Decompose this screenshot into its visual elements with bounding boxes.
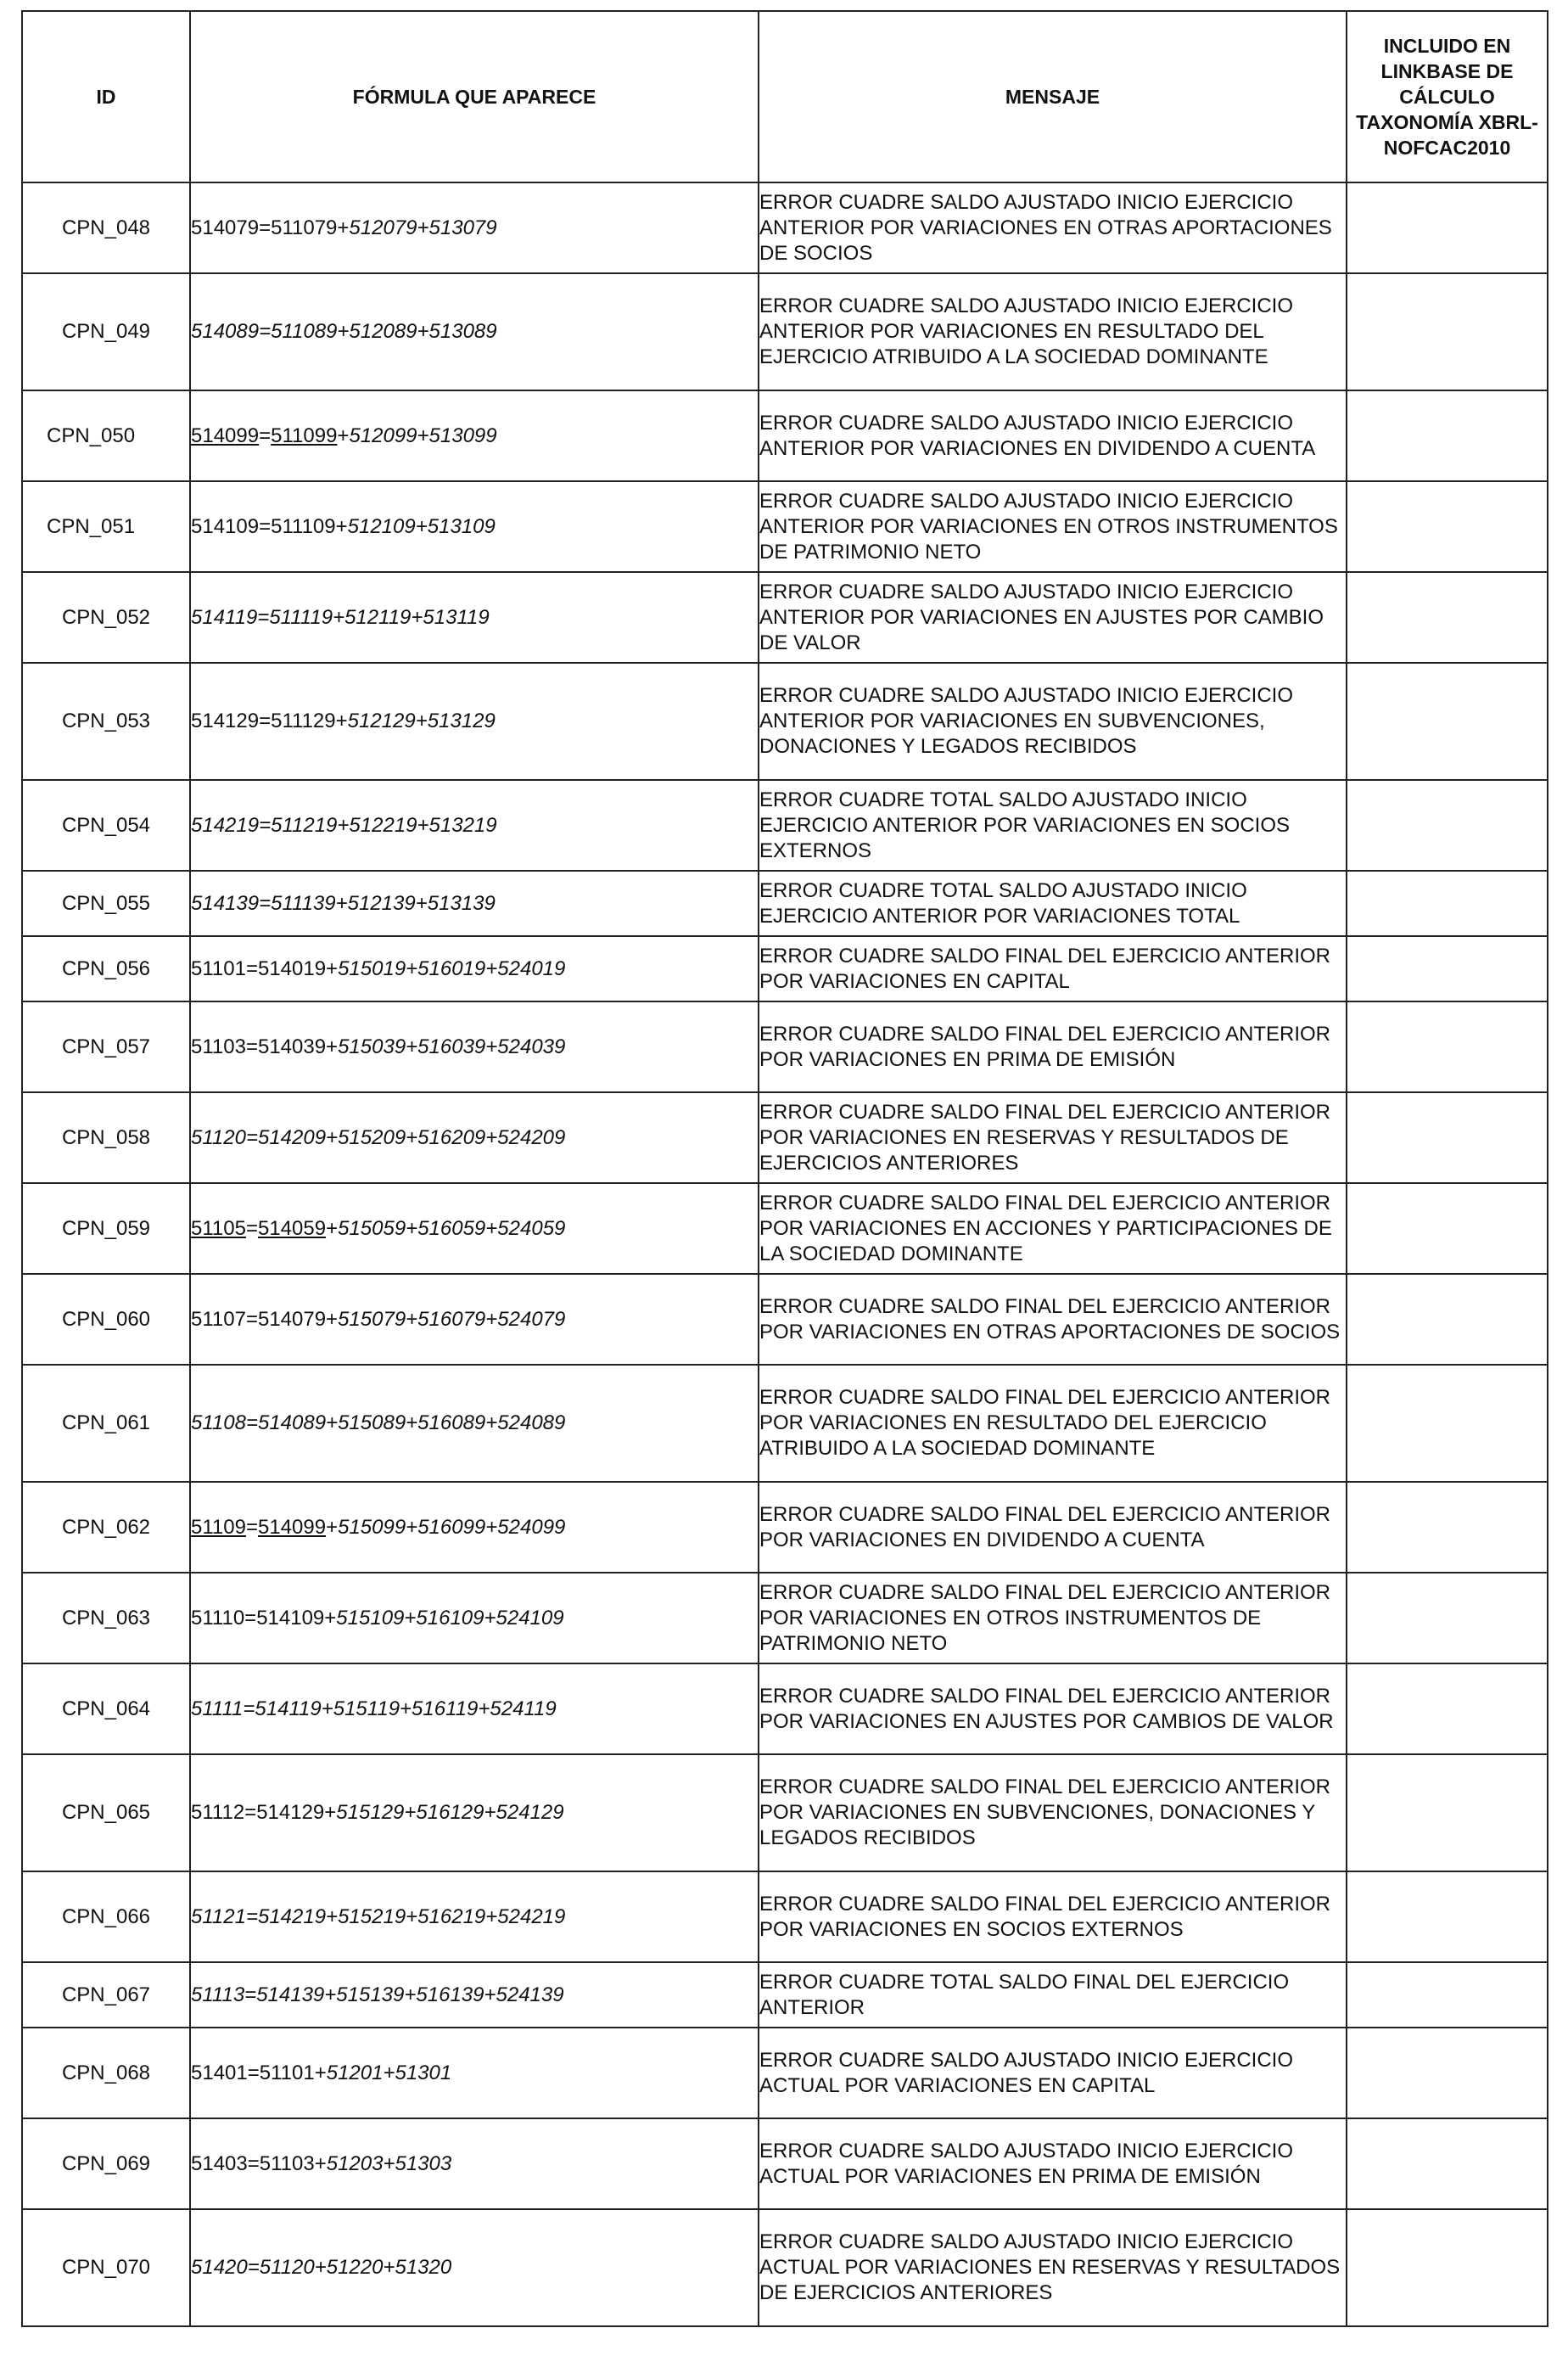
rule-message: ERROR CUADRE TOTAL SALDO AJUSTADO INICIO EJERCICIO ANTERIOR POR VARIACIONES TOTAL <box>759 871 1347 936</box>
rule-message: ERROR CUADRE SALDO FINAL DEL EJERCICIO ANTERIOR POR VARIACIONES EN SUBVENCIONES, DONACIONES Y LEGADOS RECIBIDOS <box>759 1754 1347 1871</box>
formula-segment: 512099+513099 <box>349 424 497 447</box>
rule-formula <box>190 663 759 780</box>
rule-id: CPN_050 <box>22 390 190 481</box>
formula-segment: 514089=511089+512089+513089 <box>191 320 497 343</box>
rule-id: CPN_062 <box>22 1482 190 1573</box>
table-row <box>22 1183 1548 1274</box>
formula-segment: 515099+516099+524099 <box>338 1515 566 1539</box>
table-row <box>22 273 1548 390</box>
header-id: ID <box>22 11 190 182</box>
validation-rules-table <box>21 10 1548 2327</box>
rule-included <box>1347 1274 1548 1365</box>
formula-segment: 51105 <box>191 1216 246 1240</box>
rule-message: ERROR CUADRE SALDO FINAL DEL EJERCICIO ANTERIOR POR VARIACIONES EN AJUSTES POR CAMBIOS DE VALOR <box>759 1663 1347 1754</box>
rule-id: CPN_057 <box>22 1001 190 1092</box>
rule-id: CPN_048 <box>22 182 190 273</box>
rule-message: ERROR CUADRE SALDO AJUSTADO INICIO EJERCICIO ANTERIOR POR VARIACIONES EN RESULTADO DEL EJERCICIO ATRIBUIDO A LA SOCIEDAD DOMINANTE <box>759 273 1347 390</box>
formula-segment: 514139=511139+512139+513139 <box>191 891 496 915</box>
table-row <box>22 1001 1548 1092</box>
formula-segment: 51112=514129+ <box>191 1801 337 1824</box>
rule-included <box>1347 936 1548 1001</box>
rule-formula <box>190 871 759 936</box>
header-row <box>22 11 1548 182</box>
formula-segment: 514109=511109+ <box>191 514 348 538</box>
rule-formula <box>190 2028 759 2118</box>
rule-message: ERROR CUADRE SALDO AJUSTADO INICIO EJERCICIO ANTERIOR POR VARIACIONES EN DIVIDENDO A CUENTA <box>759 390 1347 481</box>
formula-segment: 514059 <box>257 1216 327 1240</box>
rule-formula <box>190 780 759 871</box>
rule-message: ERROR CUADRE SALDO FINAL DEL EJERCICIO ANTERIOR POR VARIACIONES EN CAPITAL <box>759 936 1347 1001</box>
table-row <box>22 663 1548 780</box>
rule-included <box>1347 780 1548 871</box>
header-included: INCLUIDO EN LINKBASE DE CÁLCULO TAXONOMÍA XBRL-NOFCAC2010 <box>1347 11 1548 182</box>
table-row <box>22 1092 1548 1183</box>
header-formula: FÓRMULA QUE APARECE <box>190 11 759 182</box>
formula-segment: 51401=51101+ <box>191 2061 327 2084</box>
table-row <box>22 572 1548 663</box>
rule-message: ERROR CUADRE TOTAL SALDO FINAL DEL EJERCICIO ANTERIOR <box>759 1962 1347 2028</box>
rule-message: ERROR CUADRE SALDO AJUSTADO INICIO EJERCICIO ANTERIOR POR VARIACIONES EN OTRAS APORTACIONES DE SOCIOS <box>759 182 1347 273</box>
rule-id: CPN_067 <box>22 1962 190 2028</box>
formula-segment: 515039+516039+524039 <box>338 1035 566 1058</box>
rule-included <box>1347 481 1548 572</box>
rule-formula <box>190 572 759 663</box>
rule-formula <box>190 1663 759 1754</box>
table-row <box>22 182 1548 273</box>
rule-id: CPN_065 <box>22 1754 190 1871</box>
formula-segment: 51113=514139+515139+516139+524139 <box>191 1983 564 2006</box>
table-row <box>22 1365 1548 1482</box>
formula-segment: 512109+513109 <box>347 514 496 538</box>
formula-segment: 515019+516019+524019 <box>338 956 566 980</box>
formula-segment: 51420=51120+51220+51320 <box>191 2256 452 2279</box>
formula-segment: 51107=514079+ <box>191 1307 339 1331</box>
table-row <box>22 390 1548 481</box>
table-row <box>22 1754 1548 1871</box>
formula-segment: 51108=514089+515089+516089+524089 <box>191 1411 566 1434</box>
formula-segment: 512079+513079 <box>349 216 497 239</box>
rule-message: ERROR CUADRE TOTAL SALDO AJUSTADO INICIO EJERCICIO ANTERIOR POR VARIACIONES EN SOCIOS EXTERNOS <box>759 780 1347 871</box>
formula-segment: 51403=51103+ <box>191 2151 327 2175</box>
rule-formula <box>190 273 759 390</box>
formula-segment: + <box>326 1216 339 1240</box>
rule-message: ERROR CUADRE SALDO FINAL DEL EJERCICIO ANTERIOR POR VARIACIONES EN RESERVAS Y RESULTADOS DE EJERCICIOS ANTERIORES <box>759 1092 1347 1183</box>
formula-segment: 514079=511079+ <box>191 216 350 239</box>
rule-included <box>1347 182 1548 273</box>
formula-segment: 51109 <box>191 1515 246 1539</box>
rule-message: ERROR CUADRE SALDO FINAL DEL EJERCICIO ANTERIOR POR VARIACIONES EN RESULTADO DEL EJERCICIO ATRIBUIDO A LA SOCIEDAD DOMINANTE <box>759 1365 1347 1482</box>
formula-segment: 515129+516129+524129 <box>336 1801 564 1824</box>
formula-segment: 51110=514109+ <box>191 1606 337 1630</box>
rule-included <box>1347 2118 1548 2209</box>
rule-message: ERROR CUADRE SALDO FINAL DEL EJERCICIO ANTERIOR POR VARIACIONES EN OTRAS APORTACIONES DE SOCIOS <box>759 1274 1347 1365</box>
rule-id: CPN_055 <box>22 871 190 936</box>
formula-segment: = <box>245 1216 258 1240</box>
table-row <box>22 1482 1548 1573</box>
rule-included <box>1347 572 1548 663</box>
formula-segment: 51201+51301 <box>326 2061 452 2084</box>
rule-included <box>1347 1663 1548 1754</box>
table-row <box>22 871 1548 936</box>
rule-id: CPN_052 <box>22 572 190 663</box>
formula-segment: 51121=514219+515219+516219+524219 <box>191 1904 566 1928</box>
rule-included <box>1347 2028 1548 2118</box>
header-message: MENSAJE <box>759 11 1347 182</box>
rule-message: ERROR CUADRE SALDO FINAL DEL EJERCICIO ANTERIOR POR VARIACIONES EN OTROS INSTRUMENTOS DE PATRIMONIO NETO <box>759 1573 1347 1663</box>
rule-message: ERROR CUADRE SALDO AJUSTADO INICIO EJERCICIO ANTERIOR POR VARIACIONES EN AJUSTES POR CAMBIO DE VALOR <box>759 572 1347 663</box>
formula-segment: + <box>326 1515 339 1539</box>
rule-formula <box>190 1365 759 1482</box>
rule-included <box>1347 1001 1548 1092</box>
rule-id: CPN_053 <box>22 663 190 780</box>
table-row <box>22 2118 1548 2209</box>
formula-segment: 51203+51303 <box>326 2151 452 2175</box>
rule-id: CPN_049 <box>22 273 190 390</box>
rule-formula <box>190 1573 759 1663</box>
rule-included <box>1347 663 1548 780</box>
rule-included <box>1347 1871 1548 1962</box>
formula-segment: 514219=511219+512219+513219 <box>191 813 497 837</box>
rule-id: CPN_054 <box>22 780 190 871</box>
table-row <box>22 2028 1548 2118</box>
table-row <box>22 1573 1548 1663</box>
rule-id: CPN_056 <box>22 936 190 1001</box>
rule-id: CPN_063 <box>22 1573 190 1663</box>
rule-formula <box>190 1871 759 1962</box>
rule-id: CPN_058 <box>22 1092 190 1183</box>
rule-included <box>1347 1365 1548 1482</box>
rule-message: ERROR CUADRE SALDO AJUSTADO INICIO EJERCICIO ACTUAL POR VARIACIONES EN RESERVAS Y RESULTADOS DE EJERCICIOS ANTERIORES <box>759 2209 1347 2326</box>
rule-formula <box>190 1754 759 1871</box>
rule-message: ERROR CUADRE SALDO AJUSTADO INICIO EJERCICIO ACTUAL POR VARIACIONES EN PRIMA DE EMISIÓN <box>759 2118 1347 2209</box>
table-row <box>22 1663 1548 1754</box>
rule-id: CPN_059 <box>22 1183 190 1274</box>
formula-segment: = <box>245 1515 258 1539</box>
rule-formula <box>190 1001 759 1092</box>
rule-included <box>1347 871 1548 936</box>
rule-formula <box>190 2118 759 2209</box>
formula-segment: 515079+516079+524079 <box>338 1307 566 1331</box>
rule-message: ERROR CUADRE SALDO FINAL DEL EJERCICIO ANTERIOR POR VARIACIONES EN ACCIONES Y PARTICIPACIONES DE LA SOCIEDAD DOMINANTE <box>759 1183 1347 1274</box>
rule-message: ERROR CUADRE SALDO AJUSTADO INICIO EJERCICIO ANTERIOR POR VARIACIONES EN OTROS INSTRUMENTOS DE PATRIMONIO NETO <box>759 481 1347 572</box>
rule-included <box>1347 1482 1548 1573</box>
rule-message: ERROR CUADRE SALDO FINAL DEL EJERCICIO ANTERIOR POR VARIACIONES EN PRIMA DE EMISIÓN <box>759 1001 1347 1092</box>
rule-message: ERROR CUADRE SALDO FINAL DEL EJERCICIO ANTERIOR POR VARIACIONES EN SOCIOS EXTERNOS <box>759 1871 1347 1962</box>
rule-message: ERROR CUADRE SALDO AJUSTADO INICIO EJERCICIO ACTUAL POR VARIACIONES EN CAPITAL <box>759 2028 1347 2118</box>
formula-segment: 515059+516059+524059 <box>338 1216 566 1240</box>
rule-formula <box>190 1962 759 2028</box>
rule-id: CPN_060 <box>22 1274 190 1365</box>
rule-formula <box>190 1274 759 1365</box>
rule-included <box>1347 1092 1548 1183</box>
rule-formula <box>190 481 759 572</box>
formula-segment: 514099 <box>191 424 260 447</box>
rule-included <box>1347 1962 1548 2028</box>
table-row <box>22 481 1548 572</box>
rule-included <box>1347 390 1548 481</box>
formula-segment: 512129+513129 <box>347 710 496 732</box>
rule-formula <box>190 1092 759 1183</box>
rule-id: CPN_051 <box>22 481 190 572</box>
table-row <box>22 780 1548 871</box>
formula-segment: + <box>337 424 350 447</box>
formula-segment: 51111=514119+515119+516119+524119 <box>191 1697 557 1720</box>
rule-id: CPN_070 <box>22 2209 190 2326</box>
formula-segment: 514129=511129+ <box>191 710 348 732</box>
rule-included <box>1347 2209 1548 2326</box>
table-row <box>22 2209 1548 2326</box>
table-row <box>22 1871 1548 1962</box>
formula-segment: 515109+516109+524109 <box>336 1606 564 1630</box>
rule-formula <box>190 1482 759 1573</box>
rule-formula <box>190 390 759 481</box>
formula-segment: 51101=514019+ <box>191 956 339 980</box>
rule-id: CPN_068 <box>22 2028 190 2118</box>
formula-segment: 514119=511119+512119+513119 <box>191 605 490 629</box>
formula-segment: = <box>259 424 272 447</box>
table-row <box>22 936 1548 1001</box>
rule-included <box>1347 1573 1548 1663</box>
rule-id: CPN_066 <box>22 1871 190 1962</box>
rule-formula <box>190 182 759 273</box>
table-row <box>22 1962 1548 2028</box>
rule-included <box>1347 273 1548 390</box>
rule-id: CPN_069 <box>22 2118 190 2209</box>
formula-segment: 511099 <box>271 424 338 447</box>
rule-message: ERROR CUADRE SALDO AJUSTADO INICIO EJERCICIO ANTERIOR POR VARIACIONES EN SUBVENCIONES, DONACIONES Y LEGADOS RECIBIDOS <box>759 663 1347 780</box>
rule-formula <box>190 936 759 1001</box>
formula-segment: 51103=514039+ <box>191 1035 339 1058</box>
rule-message: ERROR CUADRE SALDO FINAL DEL EJERCICIO ANTERIOR POR VARIACIONES EN DIVIDENDO A CUENTA <box>759 1482 1347 1573</box>
table-row <box>22 1274 1548 1365</box>
rule-included <box>1347 1183 1548 1274</box>
formula-segment: 51120=514209+515209+516209+524209 <box>191 1125 566 1149</box>
rule-formula <box>190 2209 759 2326</box>
rule-formula <box>190 1183 759 1274</box>
formula-segment: 514099 <box>257 1515 327 1539</box>
rule-id: CPN_061 <box>22 1365 190 1482</box>
rule-id: CPN_064 <box>22 1663 190 1754</box>
rule-included <box>1347 1754 1548 1871</box>
